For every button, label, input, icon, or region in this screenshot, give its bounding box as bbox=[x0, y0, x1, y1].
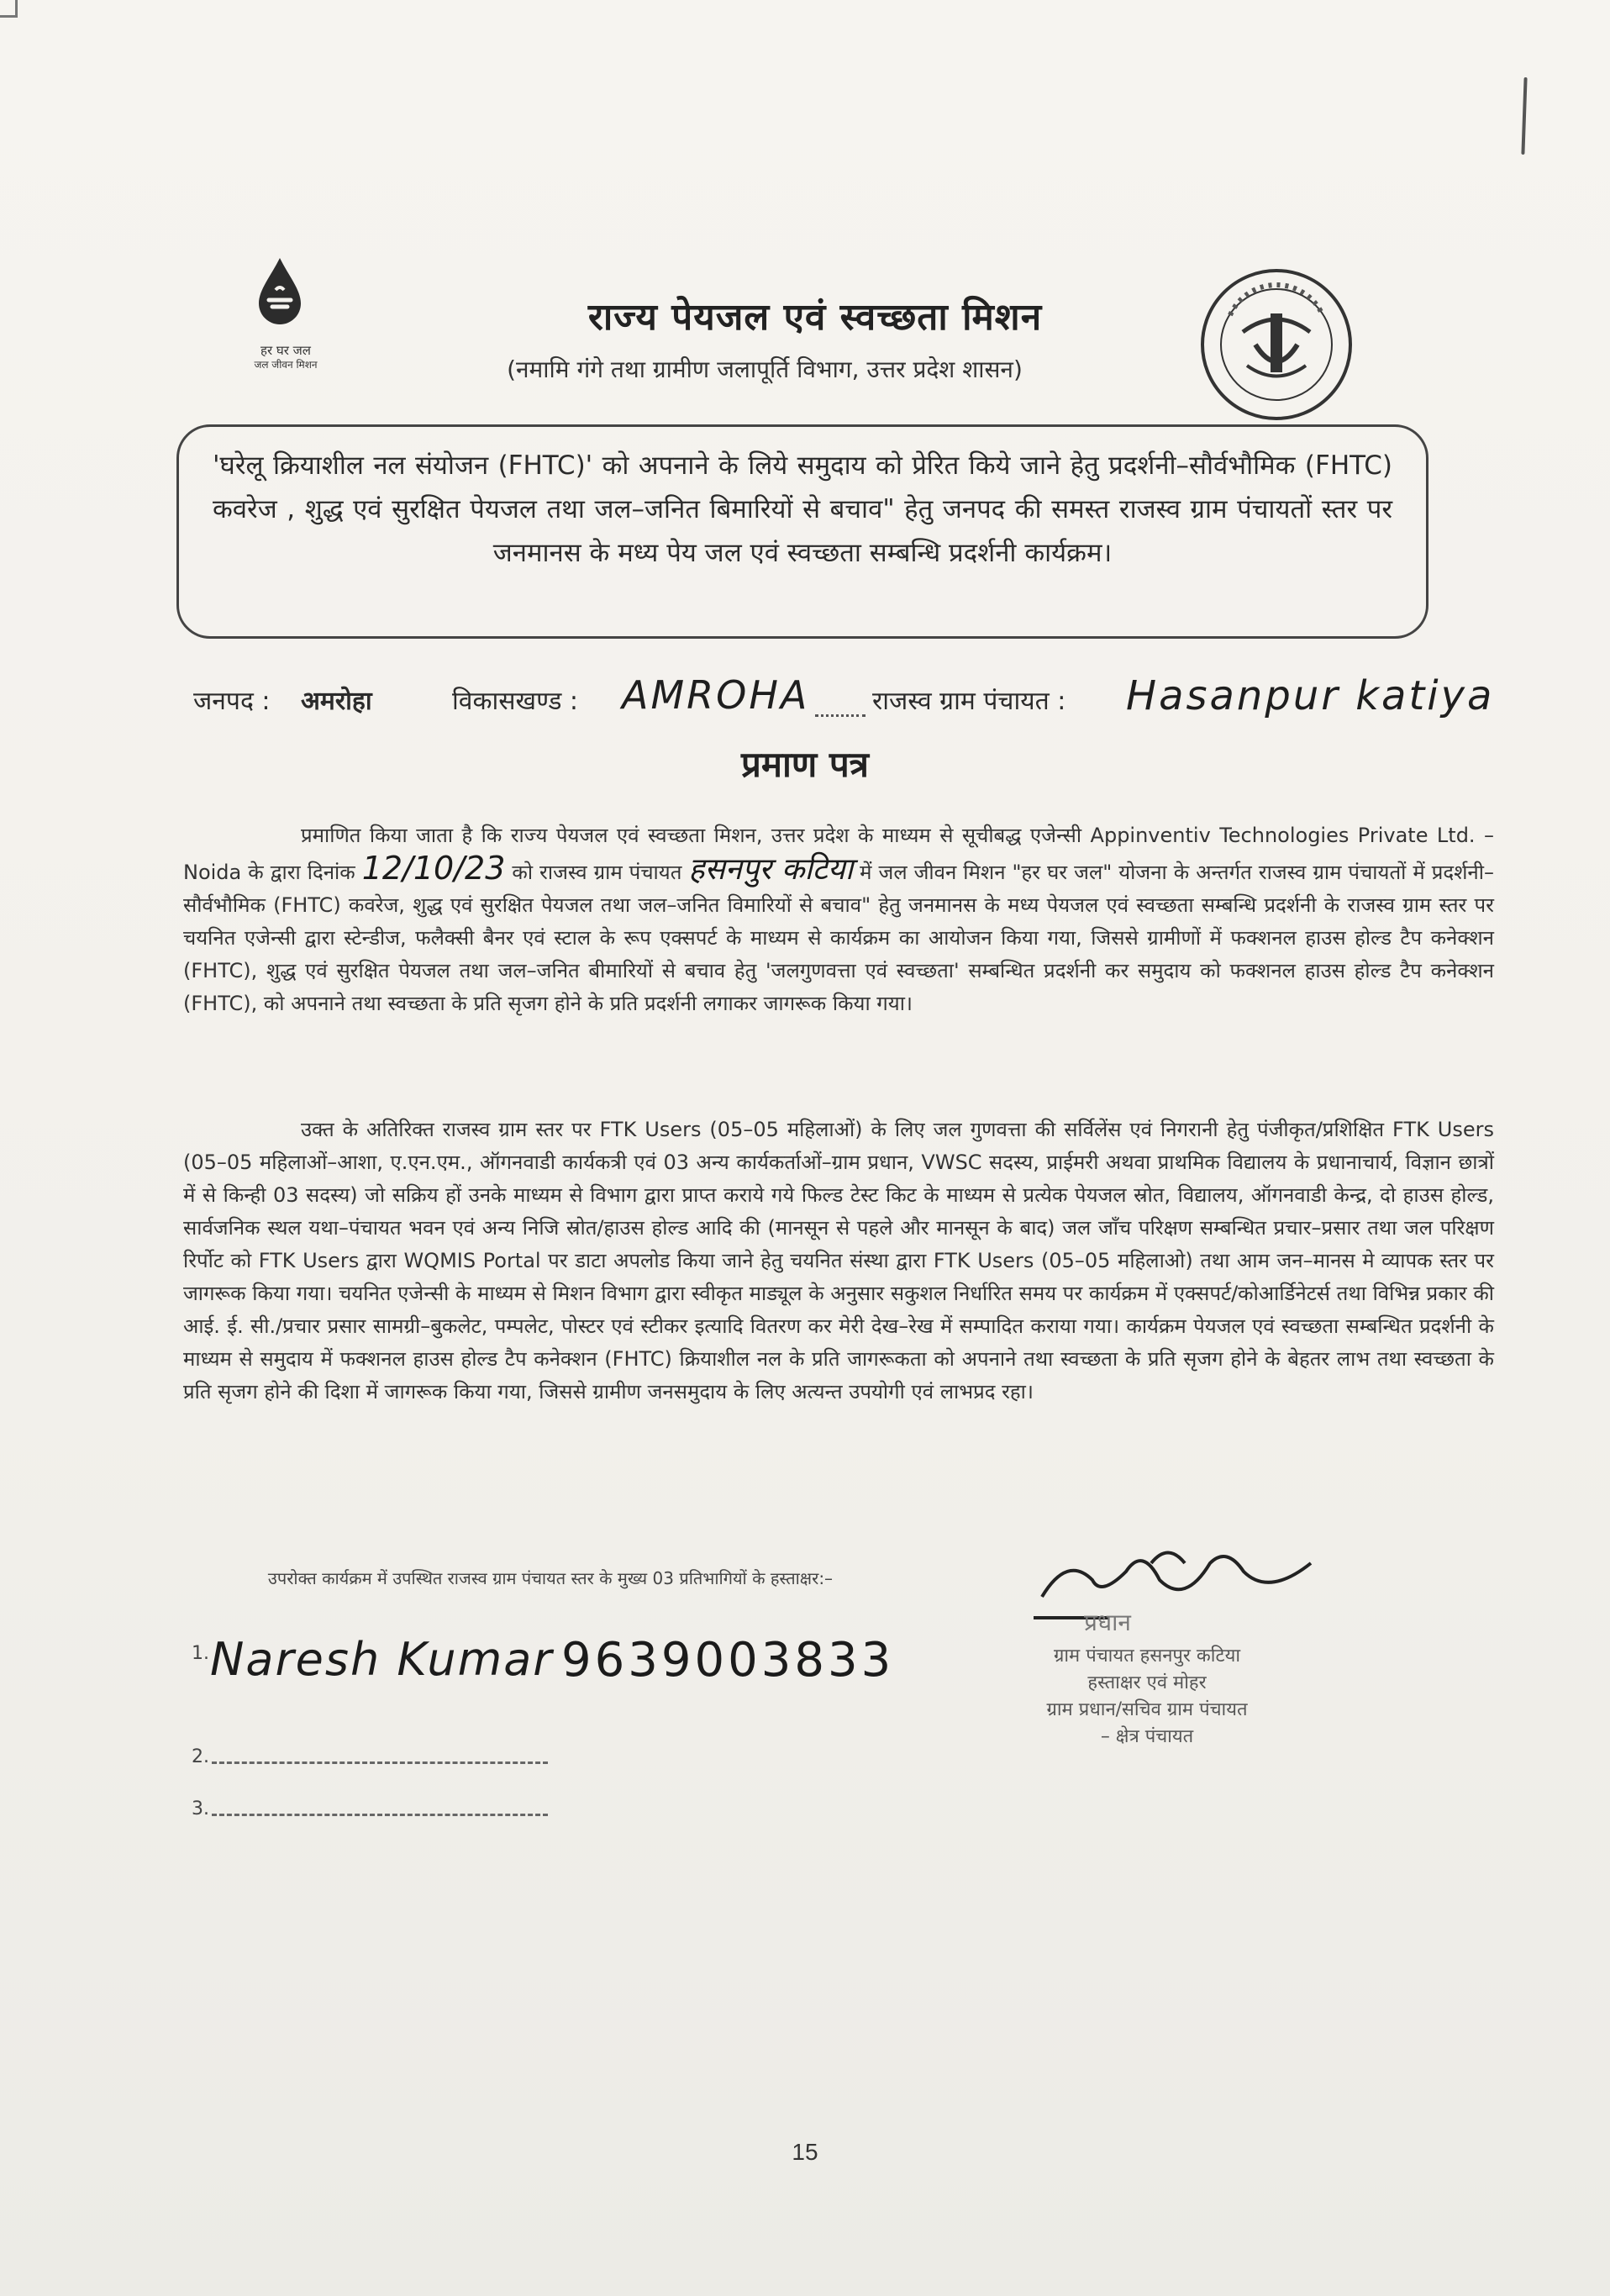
programme-title-box bbox=[176, 424, 1428, 639]
district-label: जनपद : bbox=[193, 687, 271, 716]
participant-name: Naresh Kumar bbox=[210, 1633, 554, 1686]
pradhan-stamp bbox=[971, 1609, 1323, 1751]
handwritten-place: हसनपुर कटिया bbox=[688, 852, 854, 887]
panchayat-label: राजस्व ग्राम पंचायत : bbox=[872, 687, 1066, 716]
stamp-line-1: ग्राम पंचायत हसनपुर कटिया bbox=[1053, 1646, 1241, 1667]
signature-blank-2 bbox=[212, 1761, 548, 1764]
up-government-seal-icon bbox=[1197, 265, 1356, 424]
page-number: 15 bbox=[792, 2139, 818, 2165]
mission-subtitle: (नमामि गंगे तथा ग्रामीण जलापूर्ति विभाग, उत्तर प्रदेश शासन) bbox=[507, 355, 1023, 383]
logo-caption: हर घर जल जल जीवन मिशन bbox=[254, 343, 318, 371]
certificate-paragraph-1: प्रमाणित किया जाता है कि राज्य पेयजल एवं स्वच्छता मिशन, उत्तर प्रदेश के माध्यम से सूचीबद्ध एजेन्सी Appinventiv Technologies Private Ltd. – Noida के द्वारा दिनांक 12/10/23 को राजस्व ग्राम पंचायत हसनपुर कटिया में जल जीवन मिशन "हर घर जल" योजना के अन्तर्गत राजस्व ग्राम पंचायतों में प्रदर्शनी–सौर्वभौमिक (FHTC) कवरेज, शुद्ध एवं सुरक्षित पेयजल तथा जल–जनित विमारियों से बचाव" हेतु जनमानस के मध्य पेयजल एवं स्वच्छता सम्बन्धि प्रदर्शनी के राजस्व ग्राम स्तर पर चयनित एजेन्सी द्वारा स्टेन्डीज, फलैक्सी बैनर एवं स्टाल के रूप एक्सपर्ट के माध्यम से कार्यक्रम का आयोजन किया गया, जिससे ग्रामीणों में फक्शनल हाउस होल्ड टैप कनेक्शन (FHTC), शुद्ध एवं सुरक्षित पेयजल तथा जल–जनित बीमारियों से बचाव हेतु 'जलगुणवत्ता एवं स्वच्छता' सम्बन्धित प्रदर्शनी कर समुदाय को फक्शनल हाउस होल्ड टैप कनेक्शन (FHTC), को अपनाने तथा स्वच्छता के प्रति सृजग होने के प्रति प्रदर्शनी लगाकर जागरूक किया गया। bbox=[183, 824, 1494, 1015]
signature-blank-3 bbox=[212, 1814, 548, 1816]
pen-mark bbox=[1521, 77, 1527, 155]
location-info bbox=[193, 674, 1521, 733]
har-ghar-jal-logo bbox=[227, 256, 345, 391]
signature-line-2: 2. bbox=[192, 1746, 209, 1767]
panchayat-value: Hasanpur katiya bbox=[1126, 672, 1495, 719]
stamp-pradhan: प्रधान bbox=[1084, 1609, 1131, 1636]
stamp-line-2: हस्ताक्षर एवं मोहर bbox=[1087, 1672, 1207, 1693]
mission-title: राज्य पेयजल एवं स्वच्छता मिशन bbox=[587, 296, 1043, 339]
corner-mark bbox=[0, 0, 18, 18]
participant-phone: 9639003833 bbox=[561, 1633, 895, 1688]
stamp-line-3: ग्राम प्रधान/सचिव ग्राम पंचायत bbox=[1046, 1699, 1248, 1720]
stamp-line-4: – क्षेत्र पंचायत bbox=[1100, 1726, 1194, 1747]
block-label: विकासखण्ड : bbox=[452, 687, 579, 716]
district-value: अमरोहा bbox=[301, 687, 372, 716]
signature-line-3: 3. bbox=[192, 1798, 209, 1819]
pradhan-signature-icon bbox=[1025, 1538, 1344, 1630]
signature-line-1: 1. Naresh Kumar 9639003833 bbox=[192, 1633, 895, 1688]
certificate-paragraph-2: उक्त के अतिरिक्त राजस्व ग्राम स्तर पर FTK Users (05–05 महिलाओं) के लिए जल गुणवत्ता की सर्विलेंस एवं निगरानी हेतु पंजीकृत/प्रशिक्षित FTK Users (05–05 महिलाओं–आशा, ए.एन.एम., ऑगनवाडी कार्यकत्री एवं 03 अन्य कार्यकर्ताओं–ग्राम प्रधान, VWSC सदस्य, प्राईमरी अथवा प्राथमिक विद्यालय के प्रधानाचार्य, विज्ञान छात्रों में से किन्ही 03 सदस्य) जो सक्रिय हों उनके माध्यम से विभाग द्वारा प्राप्त कराये गये फिल्ड टेस्ट किट के माध्यम से प्रत्येक पेयजल स्रोत, विद्यालय, ऑगनवाडी केन्द्र, दो हाउस होल्ड, सार्वजनिक स्थल यथा–पंचायत भवन एवं अन्य निजि स्रोत/हाउस होल्ड आदि की (मानसून से पहले और मानसून के बाद) जल जाँच परिक्षण सम्बन्धित प्रचार–प्रसार तथा जल परिक्षण रिर्पोट को FTK Users द्वारा WQMIS Portal पर डाटा अपलोड किया जाने हेतु चयनित संस्था द्वारा FTK Users (05–05 महिलाओ) तथा आम जन–मानस मे व्यापक स्तर पर जागरूक किया गया। चयनित एजेन्सी के माध्यम से मिशन विभाग द्वारा स्वीकृत माड्यूल के अनुसार सकुशल निर्धारित समय पर कार्यक्रम में एक्सपर्ट/कोआर्डिनेटर्स तथा विभिन्न प्रकार की आई. ई. सी./प्रचार प्रसार सामग्री–बुकलेट, पम्पलेट, पोस्टर एवं स्टीकर इत्यादि वितरण कर मेरी देख–रेख में सम्पादित कराया गया। कार्यक्रम पेयजल एवं स्वच्छता सम्बन्धित प्रदर्शनी के माध्यम से समुदाय में फक्शनल हाउस होल्ड टैप कनेक्शन (FHTC) क्रियाशील नल के प्रति जागरूकता को अपनाने तथा स्वच्छता के प्रति सृजग होने के बेहतर लाभ तथा स्वच्छता के प्रति सृजग होने की दिशा में जागरूक किया गया, जिससे ग्रामीण जनसमुदाय के लिए अत्यन्त उपयोगी एवं लाभप्रद रहा। bbox=[183, 1118, 1494, 1403]
block-dotted-line bbox=[815, 714, 866, 717]
handwritten-date: 12/10/23 bbox=[361, 850, 506, 887]
programme-description: 'घरेलू क्रियाशील नल संयोजन (FHTC)' को अपनाने के लिये समुदाय को प्रेरित किये जाने हेतु प्रदर्शनी–सौर्वभौमिक (FHTC) कवरेज , शुद्ध एवं सुरक्षित पेयजल तथा जल–जनित बिमारियों से बचाव" हेतु जनपद की समस्त राजस्व ग्राम पंचायतों स्तर पर जनमानस के मध्य पेय जल एवं स्वच्छता सम्बन्धि प्रदर्शनी कार्यक्रम। bbox=[213, 450, 1392, 568]
signature-intro: उपरोक्त कार्यक्रम में उपस्थित राजस्व ग्राम पंचायत स्तर के मुख्य 03 प्रतिभागियों के हस्ताक्षर:– bbox=[267, 1568, 834, 1588]
water-drop-icon bbox=[255, 256, 304, 325]
certificate-title: प्रमाण पत्र bbox=[741, 744, 869, 785]
block-value: AMROHA bbox=[622, 672, 810, 718]
